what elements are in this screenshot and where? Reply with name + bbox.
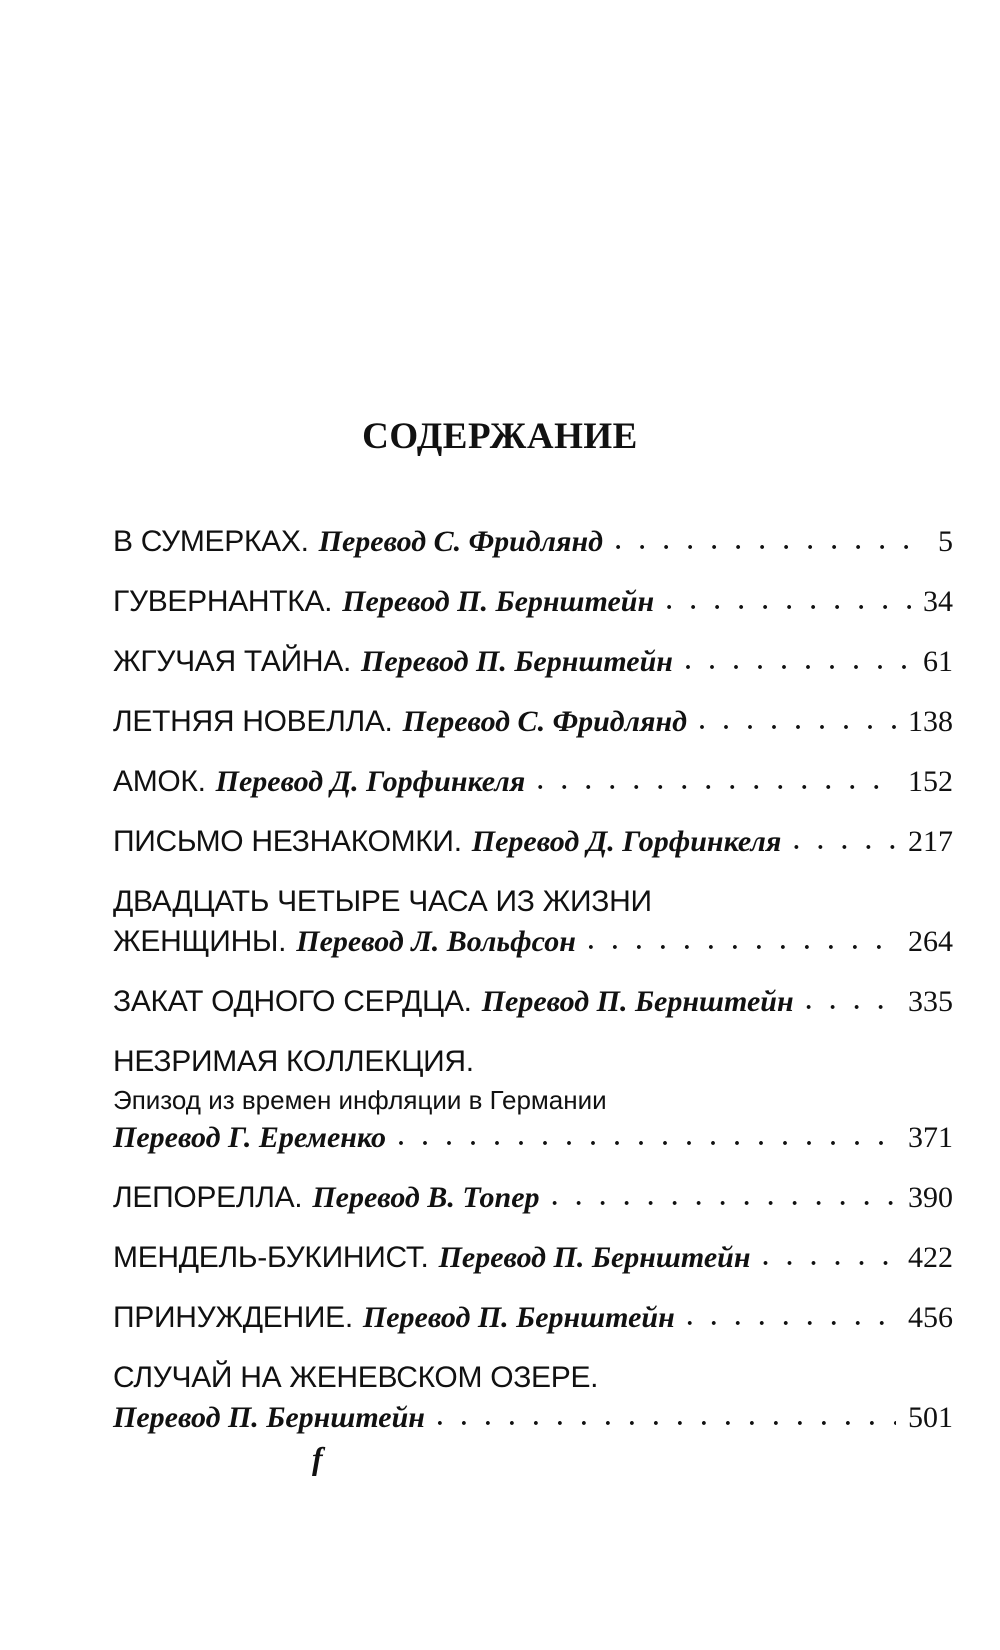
entry-title: НЕЗРИМАЯ КОЛЛЕКЦИЯ. bbox=[113, 1045, 474, 1078]
dot-leader bbox=[552, 1178, 896, 1218]
entry-translator: Перевод П. Бернштейн bbox=[481, 985, 794, 1018]
toc-entry bbox=[113, 762, 953, 802]
entry-page: 456 bbox=[908, 1301, 953, 1334]
toc-entry bbox=[113, 582, 953, 622]
dot-leader bbox=[699, 702, 896, 742]
entry-translator: Перевод П. Бернштейн bbox=[362, 1301, 675, 1334]
entry-title: МЕНДЕЛЬ-БУКИНИСТ. bbox=[113, 1241, 429, 1274]
entry-translator: Перевод П. Бернштейн bbox=[342, 585, 655, 618]
entry-page: 138 bbox=[908, 705, 953, 738]
toc-entry bbox=[113, 1358, 953, 1438]
entry-title: ЛЕПОРЕЛЛА. bbox=[113, 1181, 303, 1214]
entry-page: 152 bbox=[908, 765, 953, 798]
entry-translator: Перевод П. Бернштейн bbox=[361, 645, 673, 678]
entry-translator: Перевод Д. Горфинкеля bbox=[215, 765, 526, 798]
entry-title: ЖГУЧАЯ ТАЙНА. bbox=[113, 645, 352, 678]
dot-leader bbox=[687, 1298, 896, 1338]
entry-translator: Перевод П. Бернштейн bbox=[438, 1241, 751, 1274]
entry-title-line2: ЖЕНЩИНЫ. bbox=[113, 925, 287, 958]
toc-entry bbox=[113, 702, 953, 742]
entry-title: ГУВЕРНАНТКА. bbox=[113, 585, 333, 618]
entry-translator: Перевод С. Фридлянд bbox=[402, 705, 688, 738]
entry-page: 335 bbox=[908, 985, 953, 1018]
entry-subtitle: Эпизод из времен инфляции в Германии bbox=[113, 1085, 607, 1115]
entry-translator: Перевод В. Топер bbox=[312, 1181, 540, 1214]
toc-entry bbox=[113, 522, 953, 562]
entry-page: 264 bbox=[908, 925, 953, 958]
toc-entry bbox=[113, 882, 953, 962]
dot-leader bbox=[666, 582, 911, 622]
entry-title-line1: ДВАДЦАТЬ ЧЕТЫРЕ ЧАСА ИЗ ЖИЗНИ bbox=[113, 885, 652, 918]
toc-entry bbox=[113, 822, 953, 862]
toc-entry bbox=[113, 1178, 953, 1218]
entry-page: 390 bbox=[908, 1181, 953, 1214]
dot-leader bbox=[437, 1398, 896, 1438]
dot-leader bbox=[793, 822, 896, 862]
page-folio-mark: f bbox=[312, 1440, 323, 1476]
entry-title: ПРИНУЖДЕНИЕ. bbox=[113, 1301, 353, 1334]
entry-page: 34 bbox=[923, 585, 953, 618]
dot-leader bbox=[398, 1118, 896, 1158]
dot-leader bbox=[685, 642, 911, 682]
table-of-contents bbox=[113, 522, 953, 1458]
dot-leader bbox=[615, 522, 911, 562]
page-title: СОДЕРЖАНИЕ bbox=[362, 416, 638, 457]
toc-entry bbox=[113, 642, 953, 682]
entry-title: ЛЕТНЯЯ НОВЕЛЛА. bbox=[113, 705, 393, 738]
dot-leader bbox=[537, 762, 896, 802]
entry-page: 217 bbox=[908, 825, 953, 858]
toc-entry bbox=[113, 1298, 953, 1338]
entry-page: 371 bbox=[908, 1121, 953, 1154]
dot-leader bbox=[588, 922, 896, 962]
entry-page: 61 bbox=[923, 645, 953, 678]
entry-translator: Перевод С. Фридлянд bbox=[318, 525, 604, 558]
entry-title: ПИСЬМО НЕЗНАКОМКИ. bbox=[113, 825, 462, 858]
entry-title: ЗАКАТ ОДНОГО СЕРДЦА. bbox=[113, 985, 472, 1018]
entry-translator: Перевод П. Бернштейн bbox=[113, 1401, 425, 1434]
entry-title: В СУМЕРКАХ. bbox=[113, 525, 309, 558]
toc-entry bbox=[113, 1238, 953, 1278]
toc-entry bbox=[113, 1042, 953, 1158]
entry-translator: Перевод Д. Горфинкеля bbox=[471, 825, 782, 858]
entry-page: 5 bbox=[938, 525, 953, 558]
entry-title: АМОК. bbox=[113, 765, 206, 798]
toc-entry bbox=[113, 982, 953, 1022]
entry-page: 422 bbox=[908, 1241, 953, 1274]
entry-translator: Перевод Л. Вольфсон bbox=[296, 925, 576, 958]
dot-leader bbox=[806, 982, 896, 1022]
entry-translator: Перевод Г. Еременко bbox=[113, 1121, 386, 1154]
entry-page: 501 bbox=[908, 1401, 953, 1434]
entry-title: СЛУЧАЙ НА ЖЕНЕВСКОМ ОЗЕРЕ. bbox=[113, 1361, 599, 1394]
dot-leader bbox=[763, 1238, 896, 1278]
